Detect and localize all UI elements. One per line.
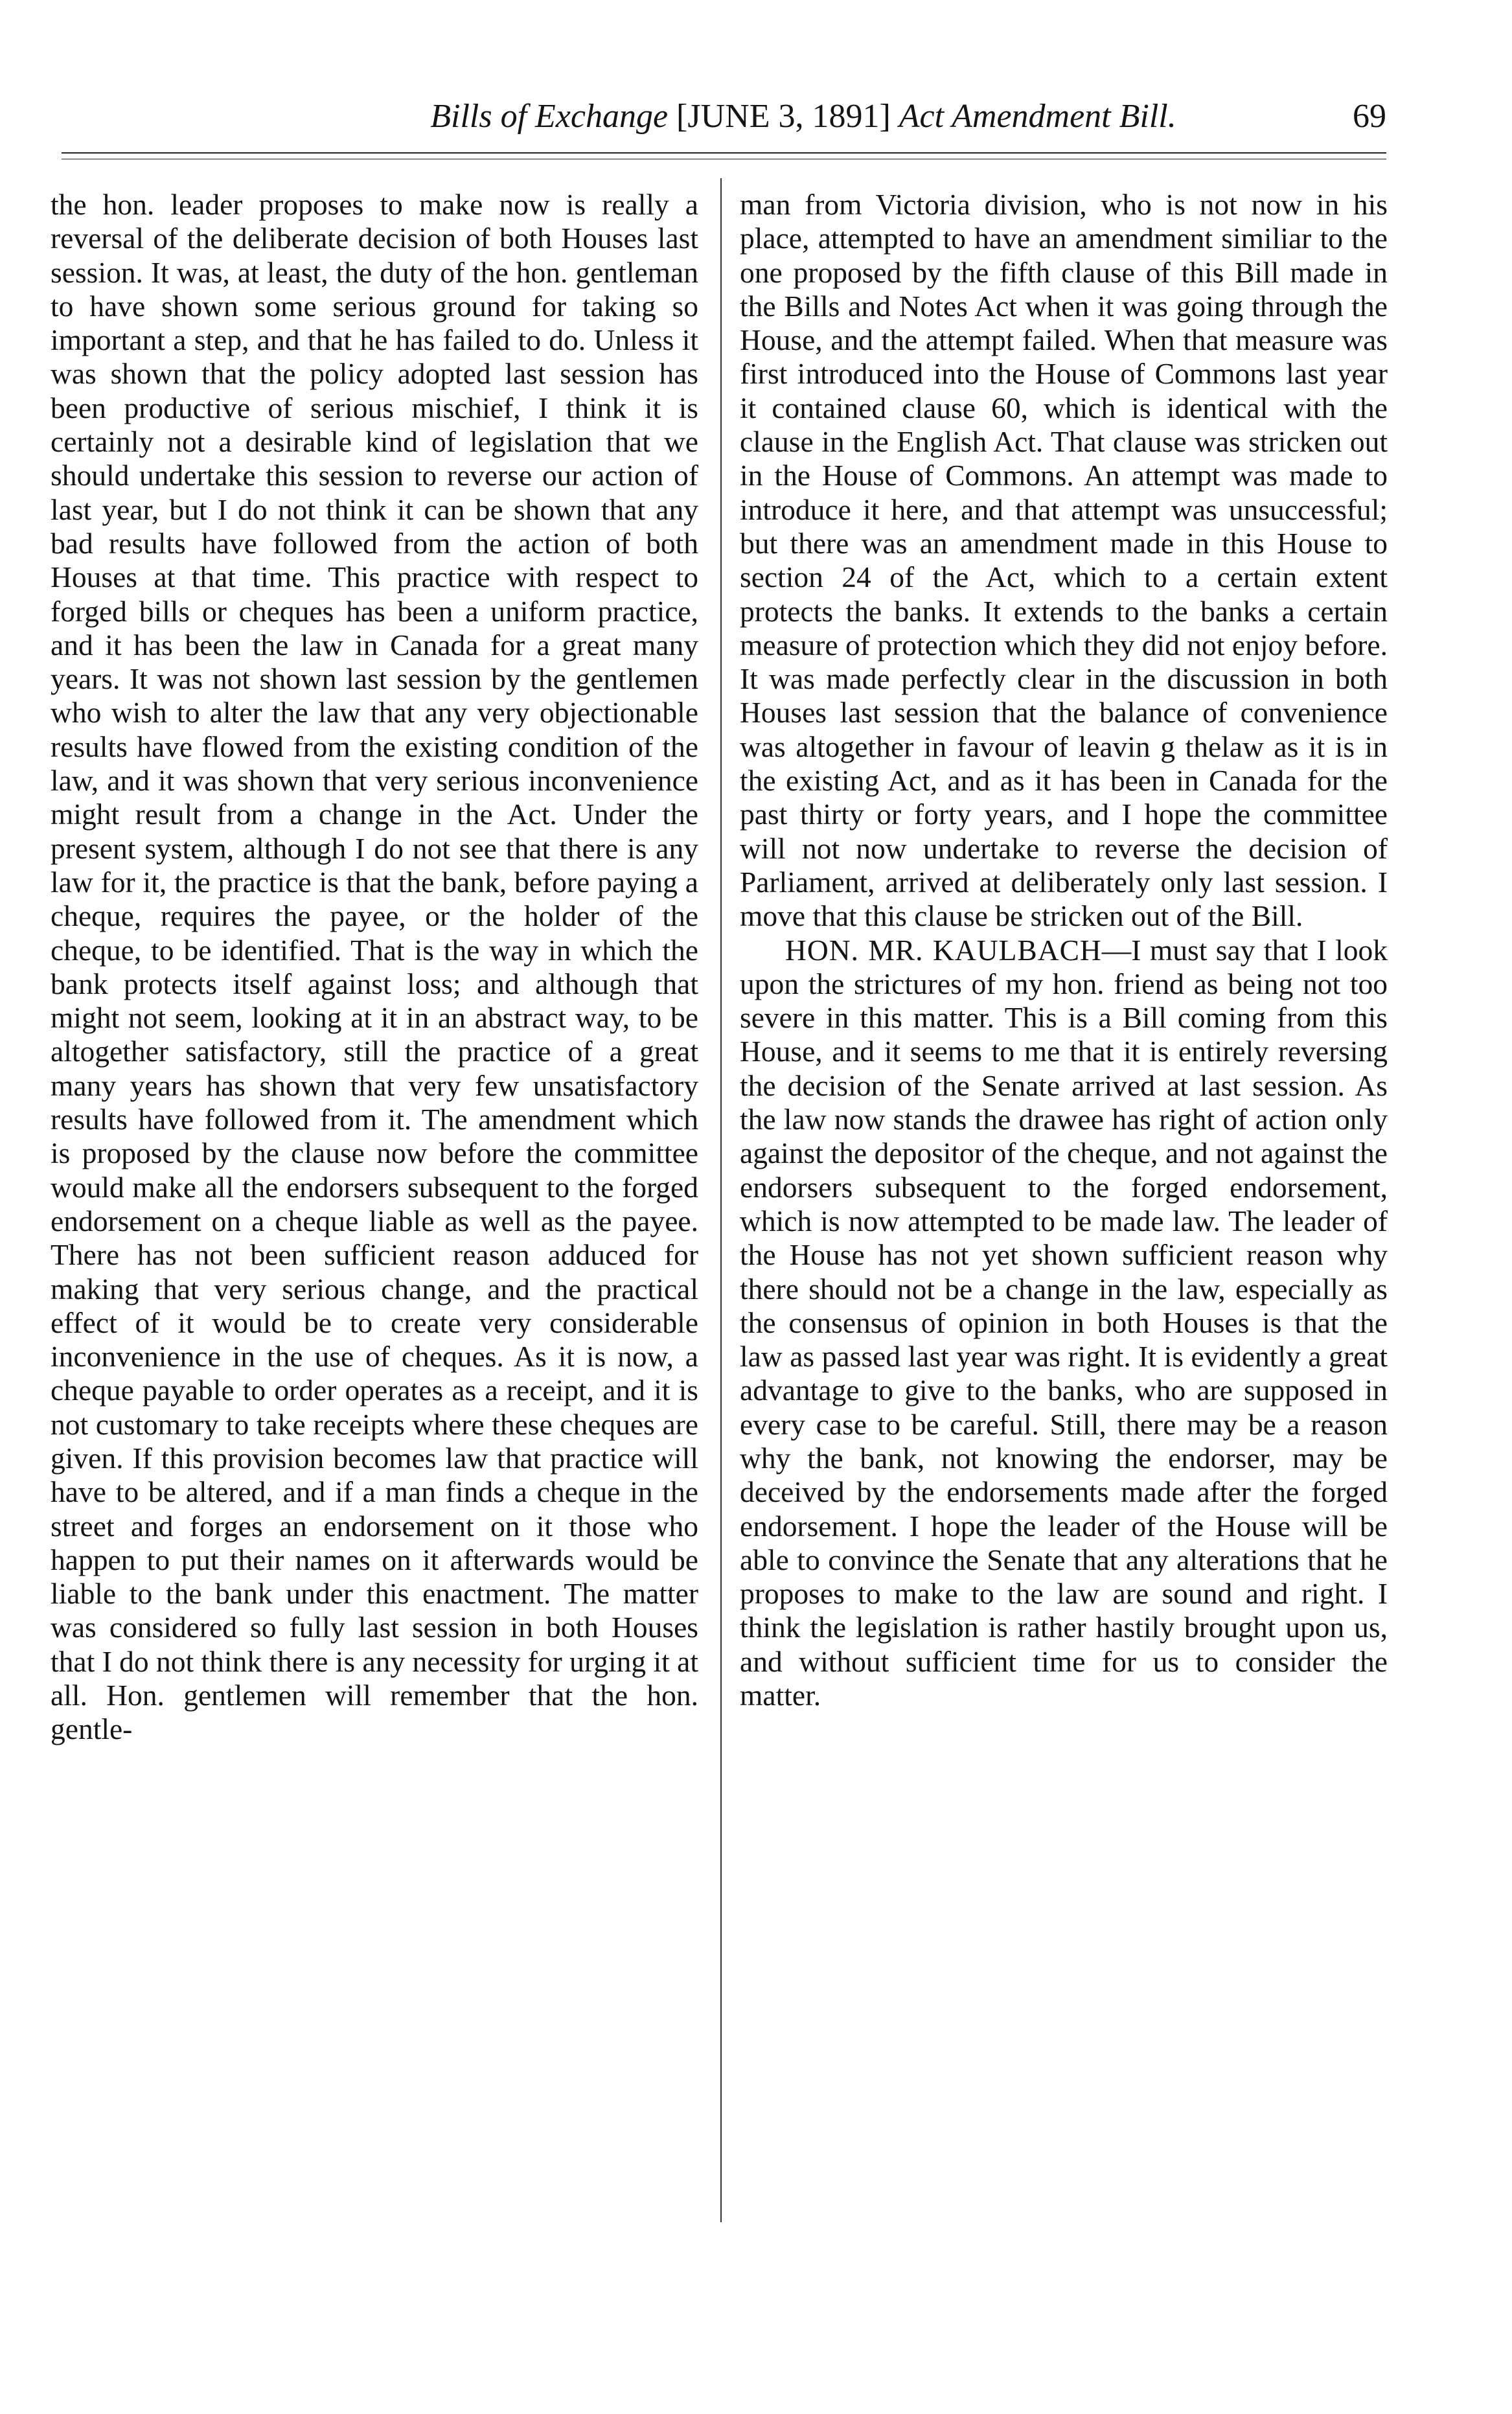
right-column: [740, 188, 1388, 1712]
speaker-name: HON. MR. KAULBACH: [785, 933, 1102, 967]
header-rule-top: [62, 152, 1386, 154]
running-head-date: [JUNE 3, 1891]: [676, 98, 891, 135]
left-column-paragraph: the hon. leader proposes to make now is really a reversal of the deliberate decision of both Houses last session. It was, at least, the duty of the hon. gentleman to have shown some serious ground for taking so important a step, and that he has failed to do. Unless it was shown that the policy adopted last session has been productive of serious mischief, I think it is certainly not a desirable kind of legislation that we should undertake this session to reverse our action of last year, but I do not think it can be shown that any bad results have followed from the action of both Houses at that time. This practice with respect to forged bills or cheques has been a uniform practice, and it has been the law in Canada for a great many years. It was not shown last session by the gentlemen who wish to alter the law that any very objectionable results have flowed from the existing condition of the law, and it was shown that very serious inconvenience might result from a change in the Act. Under the present system, although I do not see that there is any law for it, the practice is that the bank, before paying a cheque, requires the payee, or the holder of the cheque, to be identified. That is the way in which the bank protects itself against loss; and although that might not seem, looking at it in an abstract way, to be altogether satisfactory, still the practice of a great many years has shown that very few unsatisfactory results have followed from it. The amendment which is proposed by the clause now before the committee would make all the endorsers subsequent to the forged endorsement on a cheque liable as well as the payee. There has not been sufficient reason adduced for making that very serious change, and the practical effect of it would be to create very considerable inconvenience in the use of cheques. As it is now, a cheque payable to order operates as a receipt, and it is not customary to take receipts where these cheques are given. If this provision becomes law that practice will have to be altered, and if a man finds a cheque in the street and forges an endorsement on it those who happen to put their names on it afterwards would be liable to the bank under this enactment. The matter was considered so fully last session in both Houses that I do not think there is any necessity for urging it at all. Hon. gentlemen will remember that the hon. gentle-: [51, 188, 698, 1746]
left-column: [51, 188, 698, 1747]
running-head-title-right: Act Amendment Bill.: [899, 98, 1176, 135]
right-column-paragraph: man from Victoria division, who is not now in his place, attempted to have an amendment similiar to the one proposed by the fifth clause of this Bill made in the Bills and Notes Act when it was going through the House, and the attempt failed. When that measure was first introduced into the House of Commons last year it contained clause 60, which is identical with the clause in the English Act. That clause was stricken out in the House of Commons. An attempt was made to introduce it here, and that attempt was unsuccessful; but there was an amendment made in this House to section 24 of the Act, which to a certain extent protects the banks. It extends to the banks a certain measure of protection which they did not enjoy before. It was made perfectly clear in the discussion in both Houses last session that the balance of convenience was altogether in favour of leavin g thelaw as it is in the existing Act, and as it has been in Canada for the past thirty or forty years, and I hope the committee will not now undertake to reverse the decision of Parliament, arrived at deliberately only last session. I move that this clause be stricken out of the Bill.: [740, 188, 1388, 933]
running-head-title-left: Bills of Exchange: [430, 98, 669, 135]
running-head: [272, 97, 1334, 136]
speaker-paragraph: [740, 934, 1388, 1713]
speaker-paragraph-text: —I must say that I look upon the strictures of my hon. friend as being not too severe in this matter. This is a Bill coming from this House, and it seems to me that it is entirely reversing the decision of the Senate arrived at last session. As the law now stands the drawee has right of action only against the depositor of the cheque, and not against the endorsers subsequent to the forged endorsement, which is now attempted to be made law. The leader of the House has not yet shown sufficient reason why there should not be a change in the law, especially as the consensus of opinion in both Houses is that the law as passed last year was right. It is evidently a great advantage to give to the banks, who are supposed in every case to be careful. Still, there may be a reason why the bank, not knowing the endorser, may be deceived by the endorsements made after the forged endorsement. I hope the leader of the House will be able to convince the Senate that any alterations that he proposes to make to the law are sound and right. I think the legislation is rather hastily brought upon us, and without sufficient time for us to consider the matter.: [740, 933, 1388, 1712]
page-number: 69: [1353, 98, 1386, 135]
column-divider: [720, 178, 722, 2222]
